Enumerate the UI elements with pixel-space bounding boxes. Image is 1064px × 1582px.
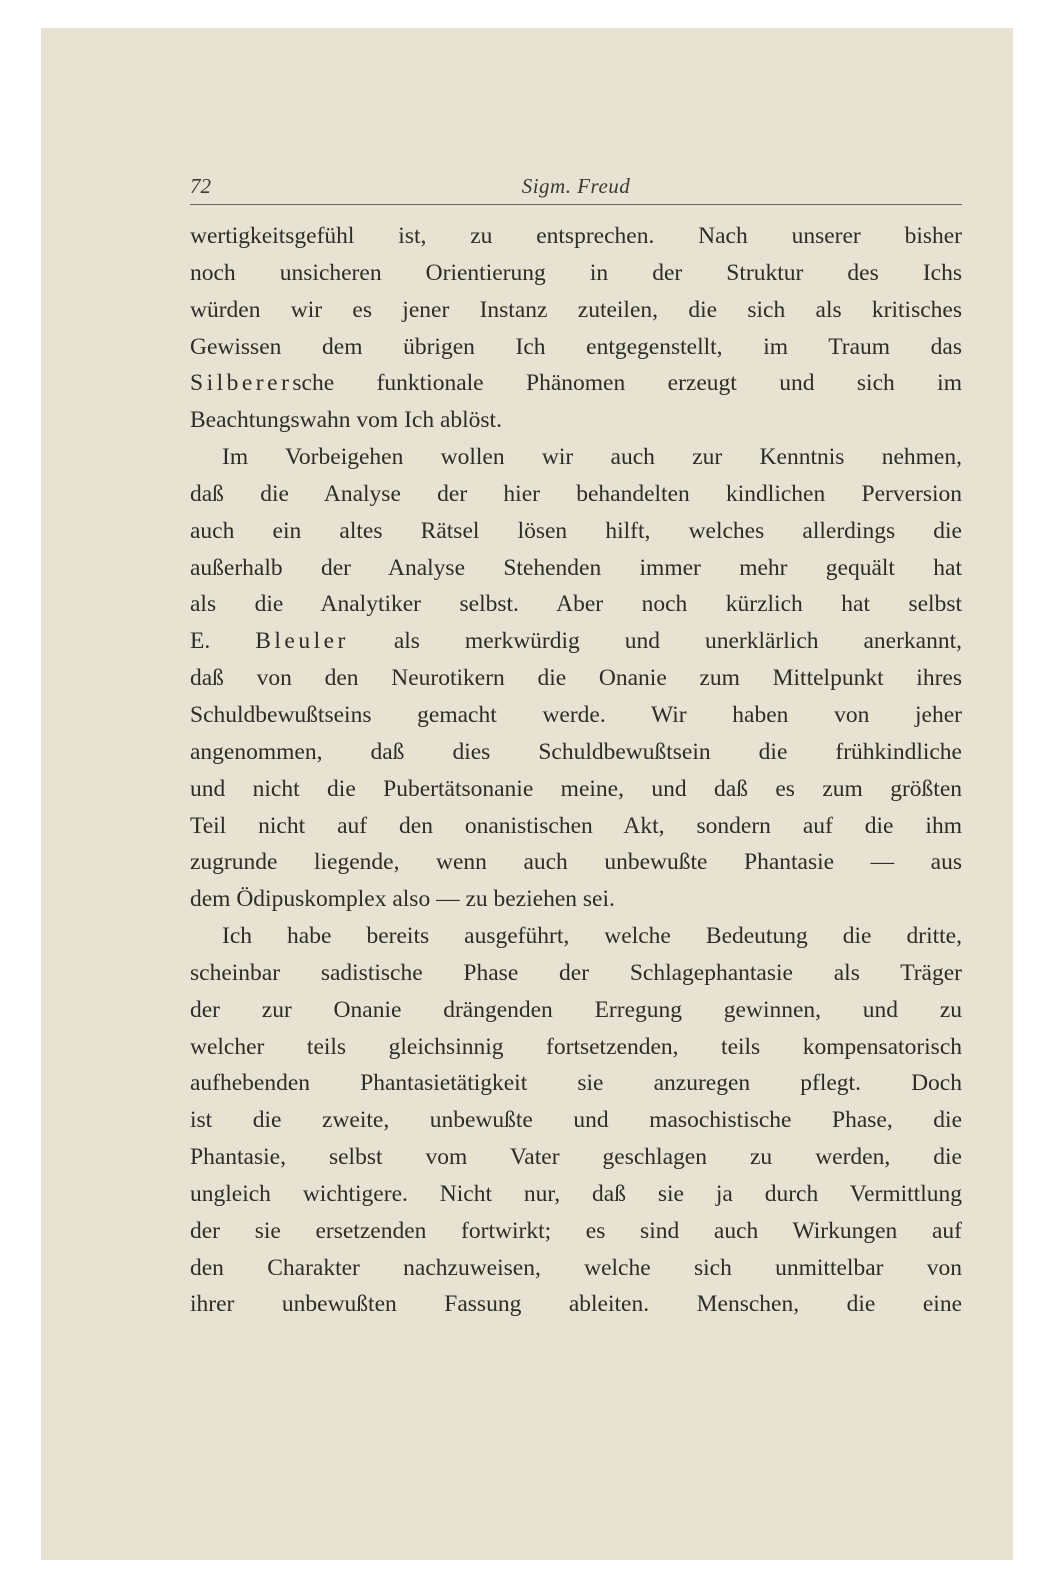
spaced-name-silberer: Silberer	[190, 370, 293, 397]
text-line: außerhalb der Analyse Stehenden immer mehr gequält hat	[190, 554, 962, 581]
running-title: Sigm. Freud	[521, 174, 631, 198]
text-line: Beachtungswahn vom Ich ablöst.	[190, 407, 502, 434]
text-line: Schuldbewußtseins gemacht werde. Wir haben von jeher	[190, 701, 962, 728]
text-line: angenommen, daß dies Schuldbewußtsein die frühkindliche	[190, 738, 962, 765]
page-number: 72	[190, 174, 211, 198]
text-line: welcher teils gleichsinnig fortsetzenden, teils kompensatorisch	[190, 1033, 962, 1060]
text-line: ungleich wichtigere. Nicht nur, daß sie ja durch Vermittlung	[190, 1180, 962, 1207]
text-fragment: als merkwürdig und unerklärlich anerkannt,	[393, 628, 962, 655]
text-line: wertigkeitsgefühl ist, zu entsprechen. Nach unserer bisher	[190, 223, 962, 249]
text-line: der zur Onanie drängenden Erregung gewinnen, und zu	[190, 996, 962, 1023]
text-line: würden wir es jener Instanz zuteilen, die sich als kritisches	[190, 296, 962, 323]
text-line	[190, 623, 962, 660]
text-line: und nicht die Pubertätsonanie meine, und daß es zum größten	[190, 775, 962, 802]
text-line: scheinbar sadistische Phase der Schlagephantasie als Träger	[190, 959, 962, 986]
text-line: ist die zweite, unbewußte und masochistische Phase, die	[190, 1107, 962, 1134]
text-line: daß von den Neurotikern die Onanie zum Mittelpunkt ihres	[190, 665, 962, 692]
text-line: als die Analytiker selbst. Aber noch kürzlich hat selbst	[190, 591, 962, 618]
text-line: Phantasie, selbst vom Vater geschlagen zu werden, die	[190, 1144, 962, 1171]
running-head	[190, 170, 962, 205]
body-text	[190, 218, 962, 1323]
text-line: der sie ersetzenden fortwirkt; es sind auch Wirkungen auf	[190, 1217, 962, 1244]
text-line: auch ein altes Rätsel lösen hilft, welches allerdings die	[190, 517, 962, 544]
text-line	[190, 365, 962, 402]
text-line: zugrunde liegende, wenn auch unbewußte Phantasie — aus	[190, 849, 962, 876]
text-line: dem Ödipuskomplex also — zu beziehen sei.	[190, 886, 615, 913]
text-line: noch unsicheren Orientierung in der Struktur des Ichs	[190, 259, 962, 286]
text-line: aufhebenden Phantasietätigkeit sie anzuregen pflegt. Doch	[190, 1070, 962, 1097]
text-line: daß die Analyse der hier behandelten kindlichen Perversion	[190, 480, 962, 507]
text-line: Ich habe bereits ausgeführt, welche Bedeutung die dritte,	[222, 923, 962, 950]
text-line: Teil nicht auf den onanistischen Akt, sondern auf die ihm	[190, 812, 962, 839]
text-fragment: sche funktionale Phänomen erzeugt und sich im	[292, 370, 962, 397]
text-line: ihrer unbewußten Fassung ableiten. Menschen, die eine	[190, 1291, 962, 1318]
text-line: den Charakter nachzuweisen, welche sich unmittelbar von	[190, 1254, 962, 1281]
spaced-name-bleuler: Bleuler	[255, 628, 349, 655]
text-line: Gewissen dem übrigen Ich entgegenstellt, im Traum das	[190, 333, 962, 360]
text-line: Im Vorbeigehen wollen wir auch zur Kenntnis nehmen,	[222, 444, 962, 471]
text-fragment: E.	[190, 628, 211, 655]
